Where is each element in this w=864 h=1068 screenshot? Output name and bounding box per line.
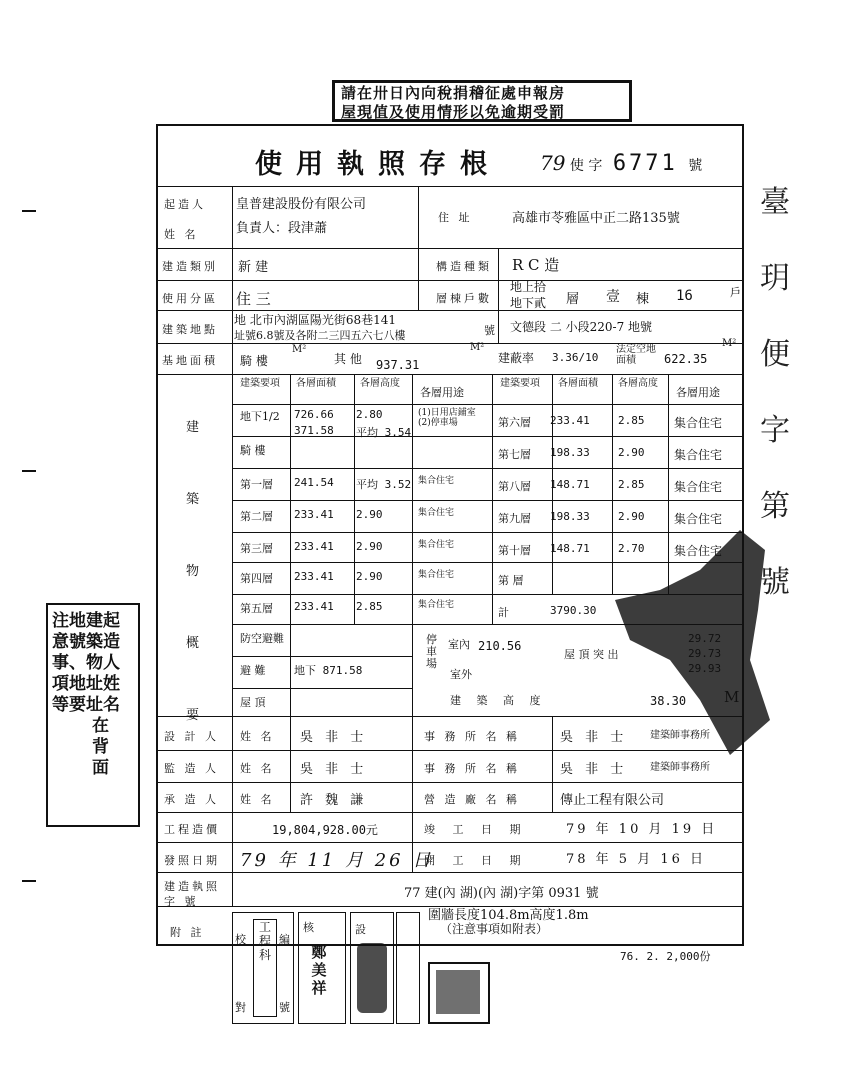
side-note-7: 背 bbox=[92, 737, 109, 757]
left-row-name: 第三層 bbox=[240, 542, 273, 555]
contractor-office: 傳止工程有限公司 bbox=[560, 793, 665, 808]
right-margin-char: 臺 bbox=[760, 185, 790, 220]
owner-rep: 負責人：段津蕭 bbox=[236, 221, 328, 236]
parking-indoor: 室內 bbox=[448, 638, 470, 651]
issue-date: 79 年 11 月 26 日 bbox=[240, 850, 434, 871]
right-row-height: 2.85 bbox=[618, 478, 645, 491]
other-label: 其 他 bbox=[334, 352, 362, 366]
left-row-name: 騎 樓 bbox=[240, 444, 266, 457]
designer-name: 吳 非 士 bbox=[300, 730, 368, 745]
m2-unit-3: M² bbox=[722, 338, 737, 349]
owner-company: 皇普建設股份有限公司 bbox=[236, 197, 367, 212]
m2-unit-2: M² bbox=[470, 342, 485, 353]
right-row-use: 集合住宅 bbox=[674, 544, 723, 558]
seal-mark bbox=[357, 943, 387, 1013]
right-row-area: 233.41 bbox=[550, 414, 590, 427]
left-row-height: 平均 3.52 bbox=[356, 478, 412, 491]
right-row-name: 第 層 bbox=[498, 574, 524, 587]
issue-label: 發照日期 bbox=[164, 854, 220, 867]
address-value: 高雄市苓雅區中正二路135號 bbox=[512, 211, 680, 226]
square-seal bbox=[428, 962, 490, 1024]
left-row-area: 233.41 bbox=[294, 570, 334, 583]
left-row-height: 2.90 bbox=[356, 570, 383, 583]
check-label: 校 bbox=[235, 933, 246, 946]
left-row-height: 2.90 bbox=[356, 508, 383, 521]
left-row-name: 第二層 bbox=[240, 510, 273, 523]
hao-label: 號 bbox=[279, 1001, 290, 1014]
location-line-2: 址號6.8號及各附二三四五六七八樓 bbox=[234, 329, 406, 342]
right-row-height: 2.70 bbox=[618, 542, 645, 555]
right-row-area: 198.33 bbox=[550, 510, 590, 523]
notice-line-2: 屋現值及使用情形以免逾期受罰 bbox=[341, 103, 566, 121]
build-type-label: 建造類別 bbox=[162, 260, 218, 273]
stamp-block-4 bbox=[396, 912, 420, 1024]
dui-label: 對 bbox=[235, 1001, 246, 1014]
left-row-use: 集合住宅 bbox=[418, 600, 455, 610]
supervisor-name-label: 姓 名 bbox=[240, 762, 275, 775]
m2-unit: M² bbox=[292, 344, 307, 355]
side-note-3: 事、物人 bbox=[52, 653, 120, 673]
notice-box bbox=[332, 80, 632, 122]
right-row-name: 第九層 bbox=[498, 512, 531, 525]
floors-building: 壹 bbox=[606, 289, 620, 305]
header-height: 各層高度 bbox=[360, 378, 400, 389]
completion-label: 竣 工 日 期 bbox=[424, 823, 528, 836]
header-floor-2: 建築要項 bbox=[500, 378, 540, 389]
left-row-area: 726.66 bbox=[294, 408, 334, 421]
notice-line-1: 請在卅日內向稅捐稽征處申報房 bbox=[341, 84, 566, 102]
right-row-name: 第八層 bbox=[498, 480, 531, 493]
header-floor: 建築要項 bbox=[240, 378, 280, 389]
arcade-label: 騎 樓 bbox=[240, 354, 268, 368]
parking-indoor-value: 210.56 bbox=[478, 639, 522, 653]
right-row-use: 集合住宅 bbox=[674, 512, 723, 526]
start-label: 開 工 日 期 bbox=[424, 854, 528, 867]
usage-zone-value: 住 三 bbox=[236, 290, 271, 308]
notes-line-1: 圍牆長度104.8m高度1.8m bbox=[428, 908, 589, 923]
floors-households: 16 bbox=[676, 288, 693, 304]
section-label-char: 建 bbox=[186, 420, 200, 435]
supervisor-suffix: 建築師事務所 bbox=[650, 762, 710, 773]
structure-value: R C 造 bbox=[512, 256, 560, 274]
right-margin-char: 第 bbox=[760, 489, 790, 524]
right-row-use: 集合住宅 bbox=[674, 480, 723, 494]
section-label-char: 概 bbox=[186, 636, 200, 651]
open-space-value: 622.35 bbox=[664, 352, 708, 366]
left-row-height: 2.80 bbox=[356, 408, 383, 421]
left-row-area: 地下 871.58 bbox=[294, 664, 363, 677]
right-row-area: 198.33 bbox=[550, 446, 590, 459]
right-row-height: 2.85 bbox=[618, 414, 645, 427]
floors-hu: 戶 bbox=[730, 286, 741, 299]
left-row-use: (1)日用店鋪室 (2)停車場 bbox=[418, 408, 476, 428]
form-number: 76. 2. 2,000份 bbox=[620, 950, 711, 963]
build-type-value: 新 建 bbox=[238, 260, 269, 275]
supervisor-name: 吳 非 士 bbox=[300, 762, 368, 777]
margin-tick bbox=[22, 470, 36, 472]
she-label: 設 bbox=[355, 923, 366, 936]
right-margin-char: 便 bbox=[760, 337, 790, 372]
header-height-2: 各層高度 bbox=[618, 378, 658, 389]
header-use-2: 各層用途 bbox=[676, 386, 720, 399]
construction-permit-label-2: 字 號 bbox=[164, 895, 199, 908]
left-row-use: 集合住宅 bbox=[418, 476, 455, 486]
contractor-name: 許 魏 謙 bbox=[300, 793, 368, 808]
approver-stamp: 鄭美祥 bbox=[311, 943, 327, 997]
left-row-area: 233.41 bbox=[294, 508, 334, 521]
owner-label: 起造人 bbox=[164, 198, 206, 211]
left-row-use: 集合住宅 bbox=[418, 508, 455, 518]
right-row-area: 148.71 bbox=[550, 542, 590, 555]
left-row-use: 集合住宅 bbox=[418, 570, 455, 580]
page-title: 使用執照存根 bbox=[255, 149, 501, 180]
supervisor-label: 監 造 人 bbox=[164, 762, 219, 775]
designer-office-label: 事 務 所 名 稱 bbox=[424, 730, 520, 743]
roof-label: 屋 頂 突 出 bbox=[564, 648, 619, 661]
right-row-use: 集合住宅 bbox=[674, 416, 723, 430]
cost-label: 工程造價 bbox=[164, 823, 220, 836]
left-row-use: 集合住宅 bbox=[418, 540, 455, 550]
stamp-block-2 bbox=[298, 912, 346, 1024]
contractor-label: 承 造 人 bbox=[164, 793, 219, 806]
right-margin-char: 字 bbox=[760, 413, 790, 448]
permit-suffix: 號 bbox=[688, 158, 703, 174]
floors-layer: 層 bbox=[566, 292, 580, 307]
parking-label: 停車場 bbox=[426, 633, 437, 670]
floors-above: 地上拾 bbox=[510, 280, 547, 294]
left-row-height: 2.85 bbox=[356, 600, 383, 613]
side-note-5: 等要址名 bbox=[52, 695, 120, 715]
usage-zone-label: 使用分區 bbox=[162, 292, 218, 305]
left-row-name: 防空避難 bbox=[240, 632, 284, 645]
cost-value: 19,804,928.00元 bbox=[272, 823, 378, 837]
bian-label: 編 bbox=[279, 933, 290, 946]
start-date: 78 年 5 月 16 日 bbox=[566, 852, 707, 867]
right-row-use: 集合住宅 bbox=[674, 448, 723, 462]
left-row-area: 241.54 bbox=[294, 476, 334, 489]
permit-year: 79 bbox=[540, 151, 566, 175]
designer-suffix: 建築師事務所 bbox=[650, 730, 710, 741]
right-row-area: 148.71 bbox=[550, 478, 590, 491]
margin-tick bbox=[22, 880, 36, 882]
header-use: 各層用途 bbox=[420, 386, 464, 399]
side-note-8: 面 bbox=[92, 758, 109, 778]
left-row-name: 屋 頂 bbox=[240, 696, 266, 709]
left-row-name: 地下1/2 bbox=[240, 410, 280, 423]
right-row-height: 2.90 bbox=[618, 446, 645, 459]
right-margin-marks bbox=[760, 165, 790, 621]
left-row-height: 2.90 bbox=[356, 540, 383, 553]
side-note-1: 注地建起 bbox=[52, 611, 120, 631]
right-row-name: 計 bbox=[498, 606, 509, 619]
coverage-value: 3.36/10 bbox=[552, 351, 599, 364]
right-row-name: 第六層 bbox=[498, 416, 531, 429]
side-note-6: 在 bbox=[92, 716, 109, 736]
structure-label: 構造種類 bbox=[436, 260, 492, 273]
right-margin-char: 玥 bbox=[760, 261, 790, 296]
supervisor-office: 吳 非 士 bbox=[560, 762, 628, 777]
building-height-value: 38.30 bbox=[650, 694, 687, 708]
side-note-2: 意號築造 bbox=[52, 632, 120, 652]
left-row-height: 平均 3.54 bbox=[356, 426, 412, 439]
permit-number bbox=[540, 151, 702, 176]
section-label-char: 物 bbox=[186, 564, 200, 579]
lot-value: 文德段 二 小段220-7 地號 bbox=[510, 320, 653, 334]
permit-char: 使 字 bbox=[569, 158, 603, 174]
section-label-char: 要 bbox=[186, 708, 200, 723]
supervisor-office-label: 事 務 所 名 稱 bbox=[424, 762, 520, 775]
header-area: 各層面積 bbox=[296, 378, 336, 389]
other-value: 937.31 bbox=[376, 358, 420, 372]
notes-label: 附 註 bbox=[170, 926, 205, 939]
margin-tick bbox=[22, 210, 36, 212]
construction-permit-label: 建造執照 bbox=[164, 880, 220, 893]
left-row-name: 第五層 bbox=[240, 602, 273, 615]
right-margin-char: 號 bbox=[760, 565, 790, 600]
right-row-height: 2.90 bbox=[618, 510, 645, 523]
designer-name-label: 姓 名 bbox=[240, 730, 275, 743]
contractor-office-label: 營 造 廠 名 稱 bbox=[424, 793, 520, 806]
location-line-1: 地 北市內湖區陽光街68巷141 bbox=[234, 313, 396, 327]
location-label: 建築地點 bbox=[162, 323, 218, 336]
designer-label: 設 計 人 bbox=[164, 730, 219, 743]
building-height-label: 建 築 高 度 bbox=[450, 694, 547, 707]
left-row-name: 第一層 bbox=[240, 478, 273, 491]
floors-label: 層棟戶數 bbox=[436, 292, 492, 305]
completion-date: 79 年 10 月 19 日 bbox=[566, 822, 718, 837]
left-row-name: 避 難 bbox=[240, 664, 266, 677]
he-label: 核 bbox=[303, 921, 314, 934]
floors-unit-word: 棟 bbox=[636, 292, 650, 307]
floors-below: 地下貳 bbox=[510, 296, 547, 310]
open-space-label: 法定空地面積 bbox=[616, 344, 656, 366]
construction-permit-value: 77 建(內 湖)(內 湖)字第 0931 號 bbox=[404, 886, 599, 901]
site-area-label: 基地面積 bbox=[162, 354, 218, 367]
lot-label: 號 bbox=[484, 324, 498, 337]
right-row-name: 第十層 bbox=[498, 544, 531, 557]
right-row-area: 3790.30 bbox=[550, 604, 597, 617]
section-label bbox=[186, 392, 199, 752]
notes-line-2: （注意事項如附表） bbox=[440, 922, 549, 936]
owner-name-label: 姓 名 bbox=[164, 228, 199, 241]
left-row-area: 233.41 bbox=[294, 600, 334, 613]
side-note-4: 項地址姓 bbox=[52, 674, 120, 694]
left-row-area: 371.58 bbox=[294, 424, 334, 437]
contractor-name-label: 姓 名 bbox=[240, 793, 275, 806]
designer-office: 吳 非 士 bbox=[560, 730, 628, 745]
left-row-area: 233.41 bbox=[294, 540, 334, 553]
left-row-name: 第四層 bbox=[240, 572, 273, 585]
section-label-char: 築 bbox=[186, 492, 200, 507]
side-note bbox=[46, 603, 140, 827]
parking-outdoor: 室外 bbox=[450, 668, 472, 681]
permit-no: 6771 bbox=[612, 151, 678, 176]
stamp-block-3 bbox=[350, 912, 394, 1024]
coverage-label: 建蔽率 bbox=[498, 351, 535, 365]
address-label: 住 址 bbox=[438, 211, 473, 224]
header-area-2: 各層面積 bbox=[558, 378, 598, 389]
engineering-stamp: 工程科 bbox=[253, 919, 277, 1017]
right-row-name: 第七層 bbox=[498, 448, 531, 461]
stamp-block-1 bbox=[232, 912, 294, 1024]
